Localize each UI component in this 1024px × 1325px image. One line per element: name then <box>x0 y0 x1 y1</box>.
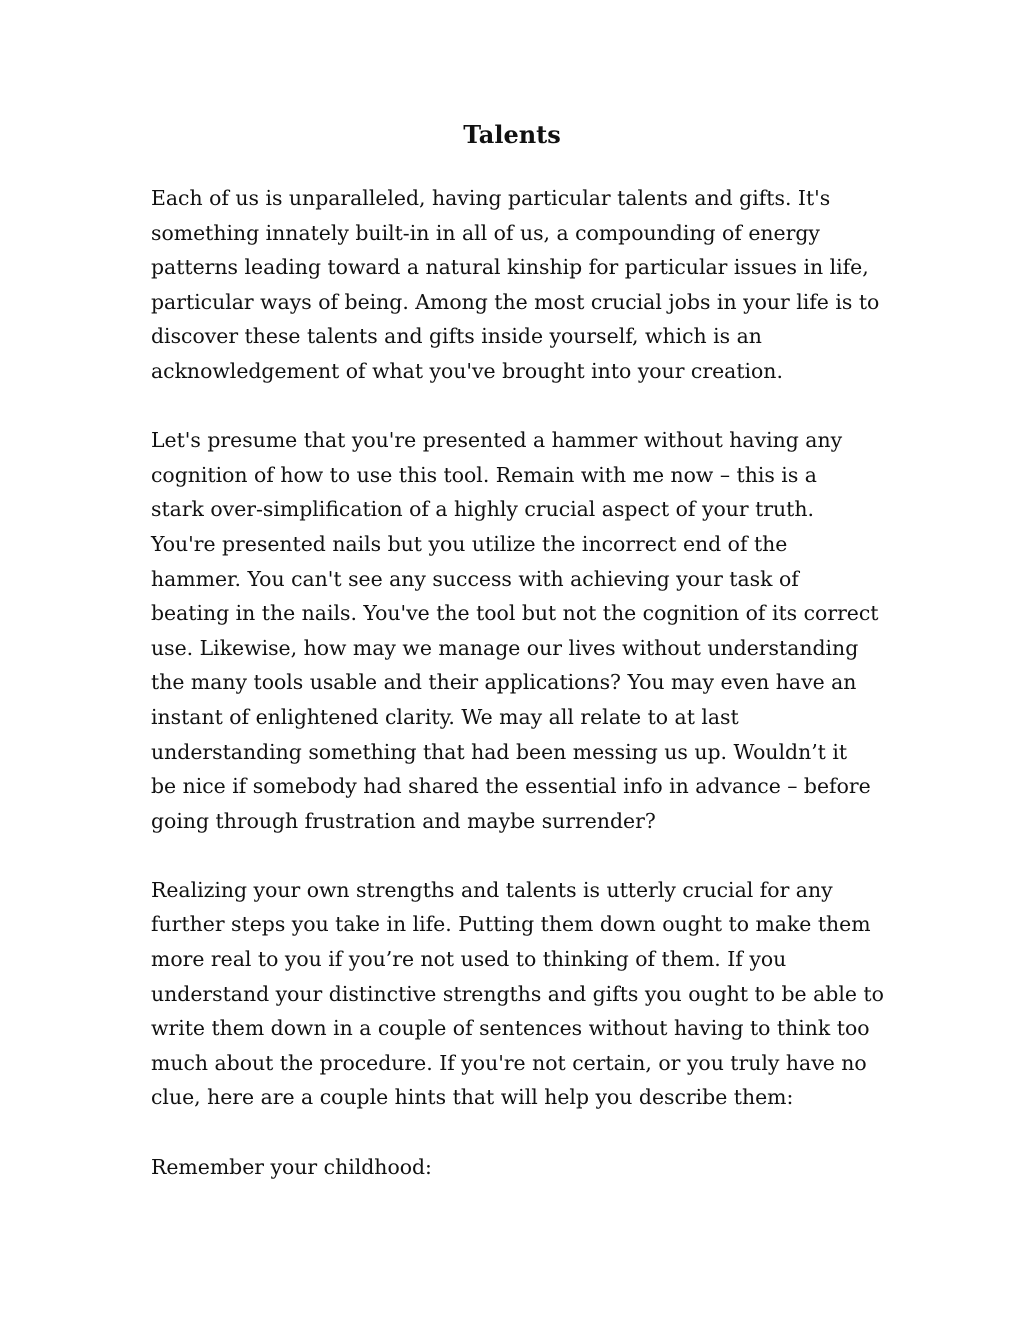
text-line: clue, here are a couple hints that will help you describe them: <box>151 1085 794 1110</box>
text-line: cognition of how to use this tool. Remain with me now – this is a <box>151 462 817 487</box>
text-line: discover these talents and gifts inside yourself, which is an <box>151 324 762 349</box>
text-line: acknowledgement of what you've brought into your creation. <box>151 358 783 383</box>
text-line: the many tools usable and their applications? You may even have an <box>151 670 857 695</box>
paragraph-2 <box>151 423 891 838</box>
text-line: Realizing your own strengths and talents is utterly crucial for any <box>151 877 833 902</box>
text-line: something innately built-in in all of us, a compounding of energy <box>151 220 820 245</box>
text-line: particular ways of being. Among the most crucial jobs in your life is to <box>151 289 880 314</box>
text-line: instant of enlightened clarity. We may all relate to at last <box>151 704 739 729</box>
text-line: use. Likewise, how may we manage our lives without understanding <box>151 635 859 660</box>
text-line: be nice if somebody had shared the essential info in advance – before <box>151 774 871 799</box>
text-line: much about the procedure. If you're not certain, or you truly have no <box>151 1050 867 1075</box>
text-line: Each of us is unparalleled, having particular talents and gifts. It's <box>151 186 831 210</box>
text-line: hammer. You can't see any success with achieving your task of <box>151 566 799 591</box>
page-title: Talents <box>463 120 561 149</box>
paragraph-4 <box>151 1150 891 1185</box>
text-line: more real to you if you’re not used to thinking of them. If you <box>151 947 787 972</box>
text-line: understanding something that had been messing us up. Wouldn’t it <box>151 739 848 764</box>
paragraph-3 <box>151 873 891 1115</box>
text-line: further steps you take in life. Putting them down ought to make them <box>151 912 871 937</box>
text-line: Let's presume that you're presented a hammer without having any <box>151 428 843 453</box>
text-line: You're presented nails but you utilize the incorrect end of the <box>151 531 788 556</box>
document-body <box>151 181 891 1219</box>
text-line: write them down in a couple of sentences without having to think too <box>151 1016 870 1041</box>
text-line: understand your distinctive strengths and gifts you ought to be able to <box>151 981 884 1006</box>
text-line: patterns leading toward a natural kinship for particular issues in life, <box>151 255 869 280</box>
paragraph-1 <box>151 181 891 389</box>
text-line: going through frustration and maybe surrender? <box>151 808 656 833</box>
text-line: Remember your childhood: <box>151 1154 432 1179</box>
text-line: stark over-simplification of a highly crucial aspect of your truth. <box>151 497 814 522</box>
text-line: beating in the nails. You've the tool but not the cognition of its correct <box>151 601 879 626</box>
